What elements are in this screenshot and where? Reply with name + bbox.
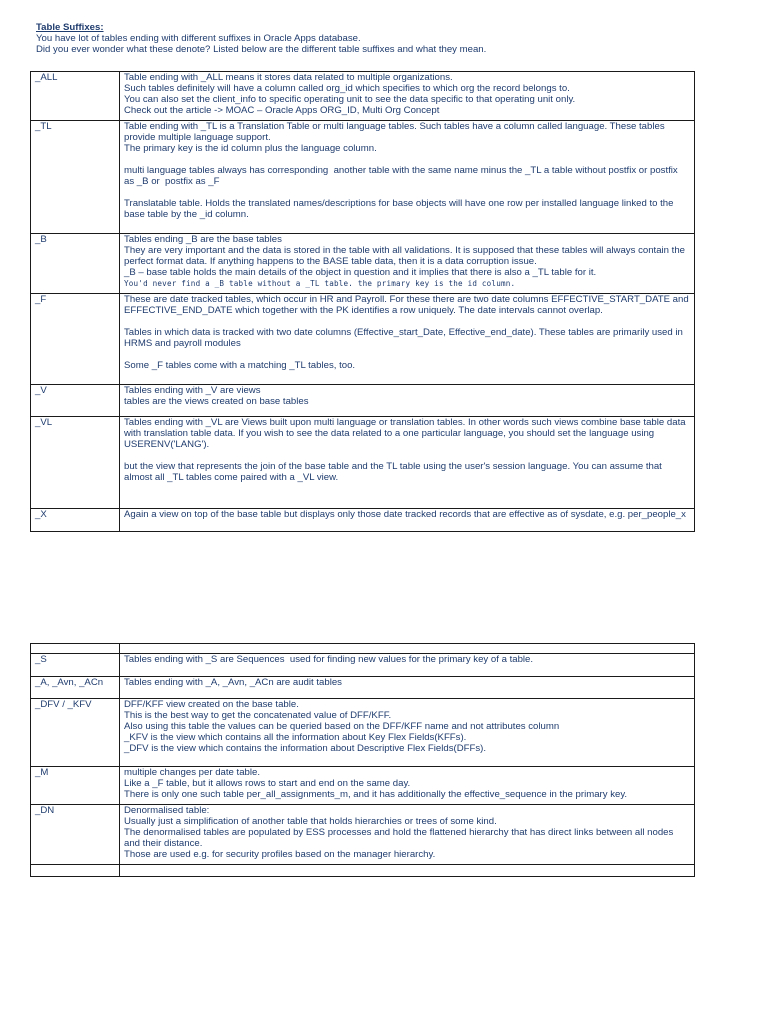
description-line: Tables ending with _V are views: [124, 385, 261, 396]
suffix-code: _X: [31, 509, 120, 532]
suffix-code: _TL: [31, 121, 120, 234]
description-line: Such tables definitely will have a column called org_id which specifies to which org the record belongs to.: [124, 83, 570, 94]
description-line: Translatable table. Holds the translated names/descriptions for base objects will have one row per installed language linked to the base table by the _id column.: [124, 198, 677, 220]
intro-line-1: You have lot of tables ending with different suffixes in Oracle Apps database.: [36, 33, 361, 44]
description-line: There is only one such table per_all_assignments_m, and it has additionally the effective_sequence in the primary key.: [124, 789, 628, 800]
suffix-description: [120, 234, 695, 294]
suffix-description: [120, 121, 695, 234]
description-line: Table ending with _ALL means it stores data related to multiple organizations.: [124, 72, 453, 83]
suffix-table-2: [30, 643, 695, 877]
description-line: tables are the views created on base tables: [124, 396, 309, 407]
description-line: _KFV is the view which contains all the information about Key Flex Fields(KFFs).: [124, 732, 467, 743]
suffix-row: [31, 767, 695, 805]
description-line: You'd never find a _B table without a _TL table. the primary key is the id column.: [124, 279, 516, 288]
suffix-row: [31, 677, 695, 699]
suffix-row: [31, 294, 695, 385]
suffix-row: [31, 509, 695, 532]
description-line: [124, 154, 690, 165]
suffix-row: [31, 865, 695, 877]
suffix-row: [31, 417, 695, 509]
suffix-table-1: [30, 71, 695, 532]
suffix-code: _B: [31, 234, 120, 294]
description-line: Tables ending _B are the base tables: [124, 234, 282, 245]
suffix-code: _ALL: [31, 72, 120, 121]
description-line: Denormalised table:: [124, 805, 210, 816]
description-line: Also using this table the values can be queried based on the DFF/KFF name and not attributes column: [124, 721, 560, 732]
description-line: You can also set the client_info to specific operating unit to see the data specific to that operating unit only.: [124, 94, 576, 105]
description-line: Check out the article -> MOAC – Oracle Apps ORG_ID, Multi Org Concept: [124, 105, 440, 116]
description-line: This is the best way to get the concatenated value of DFF/KFF.: [124, 710, 392, 721]
description-line: multi language tables always has corresponding another table with the same name minus the _TL a table without postfix or postfix as _B or postfix as _F: [124, 165, 681, 187]
suffix-description: [120, 654, 695, 677]
suffix-row: [31, 385, 695, 417]
description-line: Tables ending with _VL are Views built upon multi language or translation tables. In other words such views combine base table data with translation table data. If you wish to see the data related to a one particular language, you should set the language using USERENV('LANG').: [124, 417, 689, 450]
suffix-row: [31, 699, 695, 767]
description-line: Table ending with _TL is a Translation Table or multi language tables. Such tables have a column called language. These tables provide multiple language support.: [124, 121, 668, 143]
suffix-row: [31, 72, 695, 121]
description-line: They are very important and the data is stored in the table with all validations. It is supposed that these tables will always contain the perfect format data. If anything happens to the BASE table data, then it is a data corruption issue.: [124, 245, 688, 267]
suffix-code: _F: [31, 294, 120, 385]
suffix-description: [120, 677, 695, 699]
suffix-code: _M: [31, 767, 120, 805]
suffix-description: [120, 294, 695, 385]
suffix-code: _A, _Avn, _ACn: [31, 677, 120, 699]
suffix-description: [120, 767, 695, 805]
description-line: Again a view on top of the base table but displays only those date tracked records that are effective as of sysdate, e.g. per_people_x: [124, 509, 686, 520]
description-line: DFF/KFF view created on the base table.: [124, 699, 299, 710]
description-line: Those are used e.g. for security profiles based on the manager hierarchy.: [124, 849, 436, 860]
suffix-code: _V: [31, 385, 120, 417]
description-line: Tables ending with _A, _Avn, _ACn are audit tables: [124, 677, 342, 688]
suffix-description: [120, 385, 695, 417]
suffix-description: [120, 644, 695, 654]
suffix-code: [31, 865, 120, 877]
suffix-code: _DFV / _KFV: [31, 699, 120, 767]
description-line: Like a _F table, but it allows rows to start and end on the same day.: [124, 778, 411, 789]
description-line: [124, 316, 690, 327]
description-line: The primary key is the id column plus the language column.: [124, 143, 377, 154]
suffix-description: [120, 509, 695, 532]
suffix-code: [31, 644, 120, 654]
description-line: [124, 187, 690, 198]
description-line: but the view that represents the join of the base table and the TL table using the user's session language. You can assume that almost all _TL tables come paired with a _VL view.: [124, 461, 665, 483]
suffix-row: [31, 234, 695, 294]
suffix-code: _VL: [31, 417, 120, 509]
page-heading: [36, 22, 736, 55]
description-line: [124, 450, 690, 461]
suffix-row: [31, 121, 695, 234]
suffix-code: _DN: [31, 805, 120, 865]
suffix-description: [120, 865, 695, 877]
suffix-description: [120, 699, 695, 767]
intro-line-2: Did you ever wonder what these denote? Listed below are the different table suffixes and what they mean.: [36, 44, 487, 55]
description-line: Tables ending with _S are Sequences used for finding new values for the primary key of a table.: [124, 654, 534, 665]
description-line: Some _F tables come with a matching _TL tables, too.: [124, 360, 356, 371]
description-line: multiple changes per date table.: [124, 767, 260, 778]
suffix-description: [120, 805, 695, 865]
description-line: The denormalised tables are populated by ESS processes and hold the flattened hierarchy that has direct links between all nodes and their distance.: [124, 827, 676, 849]
suffix-code: _S: [31, 654, 120, 677]
description-line: Usually just a simplification of another table that holds hierarchies or trees of some kind.: [124, 816, 497, 827]
description-line: Tables in which data is tracked with two date columns (Effective_start_Date, Effective_end_date). These tables are primarily used in HRMS and payroll modules: [124, 327, 686, 349]
suffix-row: [31, 644, 695, 654]
description-line: _B – base table holds the main details of the object in question and it implies that there is also a _TL table for it.: [124, 267, 597, 278]
suffix-description: [120, 72, 695, 121]
description-line: _DFV is the view which contains the information about Descriptive Flex Fields(DFFs).: [124, 743, 487, 754]
description-line: [124, 349, 690, 360]
description-line: These are date tracked tables, which occur in HR and Payroll. For these there are two date columns EFFECTIVE_START_DATE and EFFECTIVE_END_DATE which together with the PK identifies a row uniquely. The date intervals cannot overlap.: [124, 294, 692, 316]
suffix-row: [31, 805, 695, 865]
suffix-row: [31, 654, 695, 677]
page-title: Table Suffixes:: [36, 22, 104, 33]
suffix-description: [120, 417, 695, 509]
